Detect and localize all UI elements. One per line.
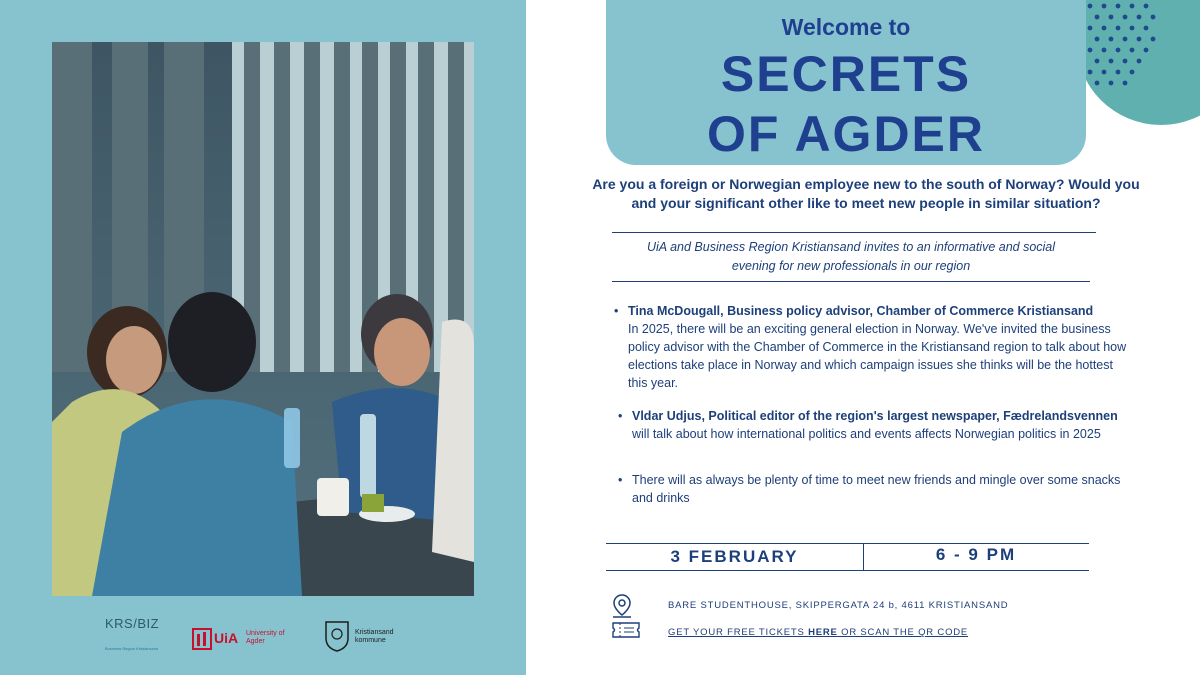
decor-dot	[1095, 59, 1100, 64]
decor-dot	[1095, 37, 1100, 42]
decor-dot	[1102, 26, 1107, 31]
tickets-here-link[interactable]: HERE	[808, 627, 838, 638]
kristiansand-kommune-logo	[324, 620, 404, 654]
program-item-vidar	[618, 407, 1152, 443]
decor-dot	[1123, 59, 1128, 64]
invite-line2: evening for new professionals in our region	[731, 259, 971, 273]
decor-dot	[1116, 48, 1121, 53]
program-item-body: There will as always be plenty of time to meet new friends and mingle over some snacks and drinks	[632, 473, 1121, 505]
invite-line1: UiA and Business Region Kristiansand invites to an informative and social	[646, 240, 1056, 254]
event-date: 3 FEBRUARY	[670, 547, 799, 566]
decor-dot	[1151, 15, 1156, 20]
tickets-link[interactable]	[668, 627, 968, 638]
program-item-heading: Tina McDougall, Business policy advisor, Chamber of Commerce Kristiansand	[628, 304, 1094, 318]
divider	[612, 232, 1096, 233]
decor-dot	[1109, 81, 1114, 86]
location-pin-icon	[612, 594, 632, 618]
kommune-logo-text: Kristiansand kommune	[355, 629, 394, 644]
krs-biz-logo-text: KRS/BIZ	[105, 616, 160, 631]
decor-dot	[1130, 48, 1135, 53]
decor-dot	[1109, 37, 1114, 42]
kommune-shield-icon	[324, 620, 350, 652]
uia-logo	[192, 628, 285, 652]
uia-emblem-icon	[192, 628, 212, 650]
event-title-line1: SECRETS	[720, 46, 972, 102]
event-time: 6 - 9 PM	[935, 545, 1017, 564]
right-panel	[526, 0, 1200, 675]
event-photo	[52, 42, 474, 596]
decor-dot	[1088, 26, 1093, 31]
decor-dot	[1151, 37, 1156, 42]
decor-dot	[1116, 26, 1121, 31]
decor-dot	[1102, 48, 1107, 53]
decor-dot	[1095, 81, 1100, 86]
partner-logos	[0, 612, 526, 662]
divider	[612, 281, 1090, 282]
decor-dot	[1123, 81, 1128, 86]
decor-dot	[1095, 15, 1100, 20]
uia-logo-text: UiA	[214, 630, 239, 646]
program-item-mingle	[618, 471, 1132, 507]
program-item-tina	[614, 302, 1128, 392]
program-item-heading: Vldar Udjus, Political editor of the region's largest newspaper, Fædrelandsvennen	[632, 409, 1118, 423]
divider	[606, 570, 1089, 571]
decor-dot	[1144, 48, 1149, 53]
decor-dot	[1116, 4, 1121, 9]
divider	[606, 543, 1089, 544]
decor-dot	[1144, 26, 1149, 31]
welcome-heading: Welcome to	[781, 14, 911, 40]
ticket-icon	[612, 621, 640, 639]
event-address: BARE STUDENTHOUSE, SKIPPERGATA 24 b, 4611 KRISTIANSAND	[668, 600, 1009, 611]
event-title-line2: OF AGDER	[706, 106, 986, 162]
intro-question: Are you a foreign or Norwegian employee new to the south of Norway? Would you and your significant other like to meet new people in similar situation?	[592, 176, 1140, 211]
decor-dot	[1137, 59, 1142, 64]
krs-biz-logo-subtext: Business Region Kristiansand	[105, 646, 159, 651]
bullet-dot-icon: •	[614, 304, 619, 318]
uia-logo-subtext: University of Agder	[246, 630, 285, 645]
bullet-dot-icon: •	[618, 473, 623, 487]
decor-dot	[1137, 15, 1142, 20]
tickets-text-post: OR SCAN THE QR CODE	[837, 627, 969, 638]
program-item-body: In 2025, there will be an exciting general election in Norway. We've invited the business policy advisor with the Chamber of Commerce in the Kristiansand region to talk about how elections take place in Norway and which campaign issues she thinks will be the hottest this year.	[628, 322, 1127, 390]
decor-dot	[1130, 4, 1135, 9]
decor-dot	[1116, 70, 1121, 75]
decor-dot	[1123, 37, 1128, 42]
invite-text	[612, 238, 1090, 276]
krs-biz-logo	[105, 616, 160, 658]
decor-dot	[1088, 48, 1093, 53]
bullet-dot-icon: •	[618, 409, 623, 423]
decor-dot	[1088, 4, 1093, 9]
decor-dot	[1137, 37, 1142, 42]
decor-dot	[1102, 4, 1107, 9]
decor-dot	[1109, 59, 1114, 64]
decor-dot	[1109, 15, 1114, 20]
program-item-body: will talk about how international politics and events affects Norwegian politics in 2025	[632, 427, 1101, 441]
decor-dot	[1088, 70, 1093, 75]
decor-dot	[1130, 70, 1135, 75]
decor-dot	[1144, 4, 1149, 9]
left-panel	[0, 0, 526, 675]
decor-dot	[1130, 26, 1135, 31]
tickets-text-pre: GET YOUR FREE TICKETS	[668, 627, 809, 638]
decor-dot	[1123, 15, 1128, 20]
decor-dot	[1102, 70, 1107, 75]
photo-illustration	[52, 42, 474, 596]
